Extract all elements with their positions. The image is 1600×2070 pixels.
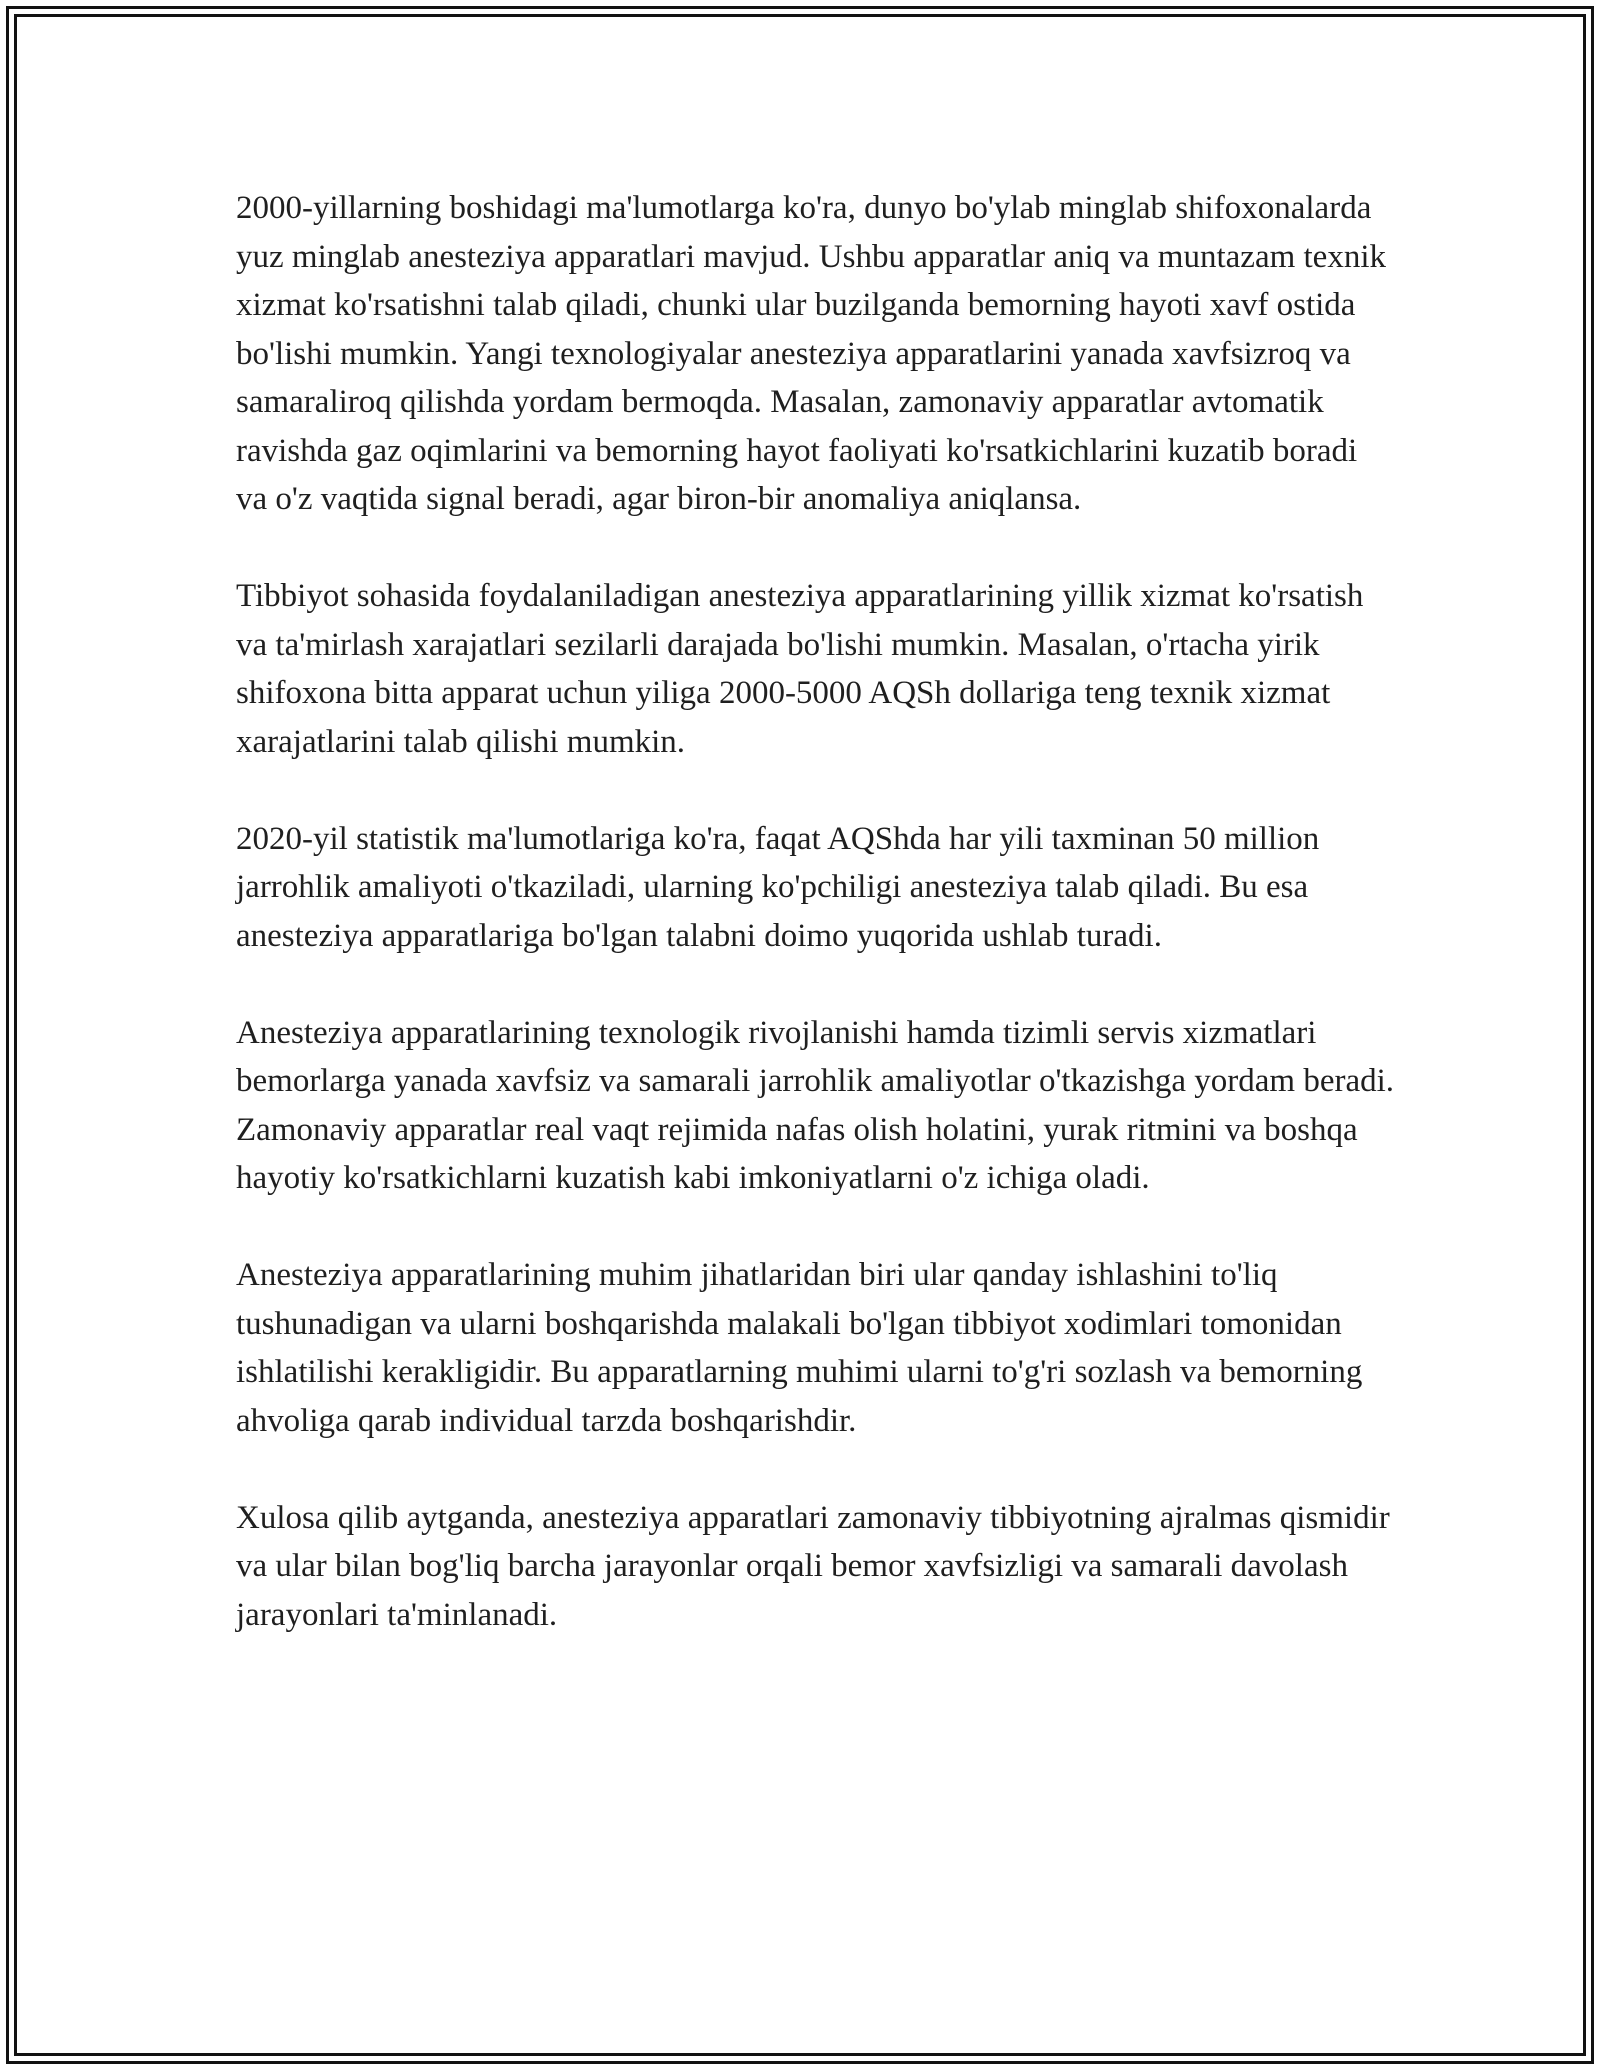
- document-body: [236, 184, 1396, 1688]
- paragraph-maintenance-costs: Tibbiyot sohasida foydalaniladigan anesteziya apparatlarining yillik xizmat ko'rsatish va ta'mirlash xarajatlari sezilarli darajada bo'lishi mumkin. Masalan, o'rtacha yirik shifoxona bitta apparat uchun yiliga 2000-5000 AQSh dollariga teng texnik xizmat xarajatlarini talab qilishi mumkin.: [236, 578, 1364, 760]
- paragraph-technology: Anesteziya apparatlarining texnologik rivojlanishi hamda tizimli servis xizmatlari bemorlarga yanada xavfsiz va samarali jarrohlik amaliyotlar o'tkazishga yordam beradi. Zamonaviy apparatlar real vaqt rejimida nafas olish holatini, yurak ritmini va boshqa hayotiy ko'rsatkichlarni kuzatish kabi imkoniyatlarni o'z ichiga oladi.: [236, 1014, 1395, 1196]
- paragraph-staff: Anesteziya apparatlarining muhim jihatlaridan biri ular qanday ishlashini to'liq tushunadigan va ularni boshqarishda malakali bo'lgan tibbiyot xodimlari tomonidan ishlatilishi kerakligidir. Bu apparatlarning muhimi ularni to'g'ri sozlash va bemorning ahvoliga qarab individual tarzda boshqarishdir.: [236, 1257, 1363, 1439]
- paragraph-conclusion: Xulosa qilib aytganda, anesteziya apparatlari zamonaviy tibbiyotning ajralmas qismidir va ular bilan bog'liq barcha jarayonlar orqali bemor xavfsizligi va samarali davolash jarayonlari ta'minlanadi.: [236, 1499, 1390, 1633]
- paragraph-statistics: 2020-yil statistik ma'lumotlariga ko'ra, faqat AQShda har yili taxminan 50 million jarrohlik amaliyoti o'tkaziladi, ularning ko'pchiligi anesteziya talab qiladi. Bu esa anesteziya apparatlariga bo'lgan talabni doimo yuqorida ushlab turadi.: [236, 820, 1320, 954]
- paragraph-intro: 2000-yillarning boshidagi ma'lumotlarga ko'ra, dunyo bo'ylab minglab shifoxonalarda yuz minglab anesteziya apparatlari mavjud. Ushbu apparatlar aniq va muntazam texnik xizmat ko'rsatishni talab qiladi, chunki ular buzilganda bemorning hayoti xavf ostida bo'lishi mumkin. Yangi texnologiyalar anesteziya apparatlarini yanada xavfsizroq va samaraliroq qilishda yordam bermoqda. Masalan, zamonaviy apparatlar avtomatik ravishda gaz oqimlarini va bemorning hayot faoliyati ko'rsatkichlarini kuzatib boradi va o'z vaqtida signal beradi, agar biron-bir anomaliya aniqlansa.: [236, 190, 1386, 517]
